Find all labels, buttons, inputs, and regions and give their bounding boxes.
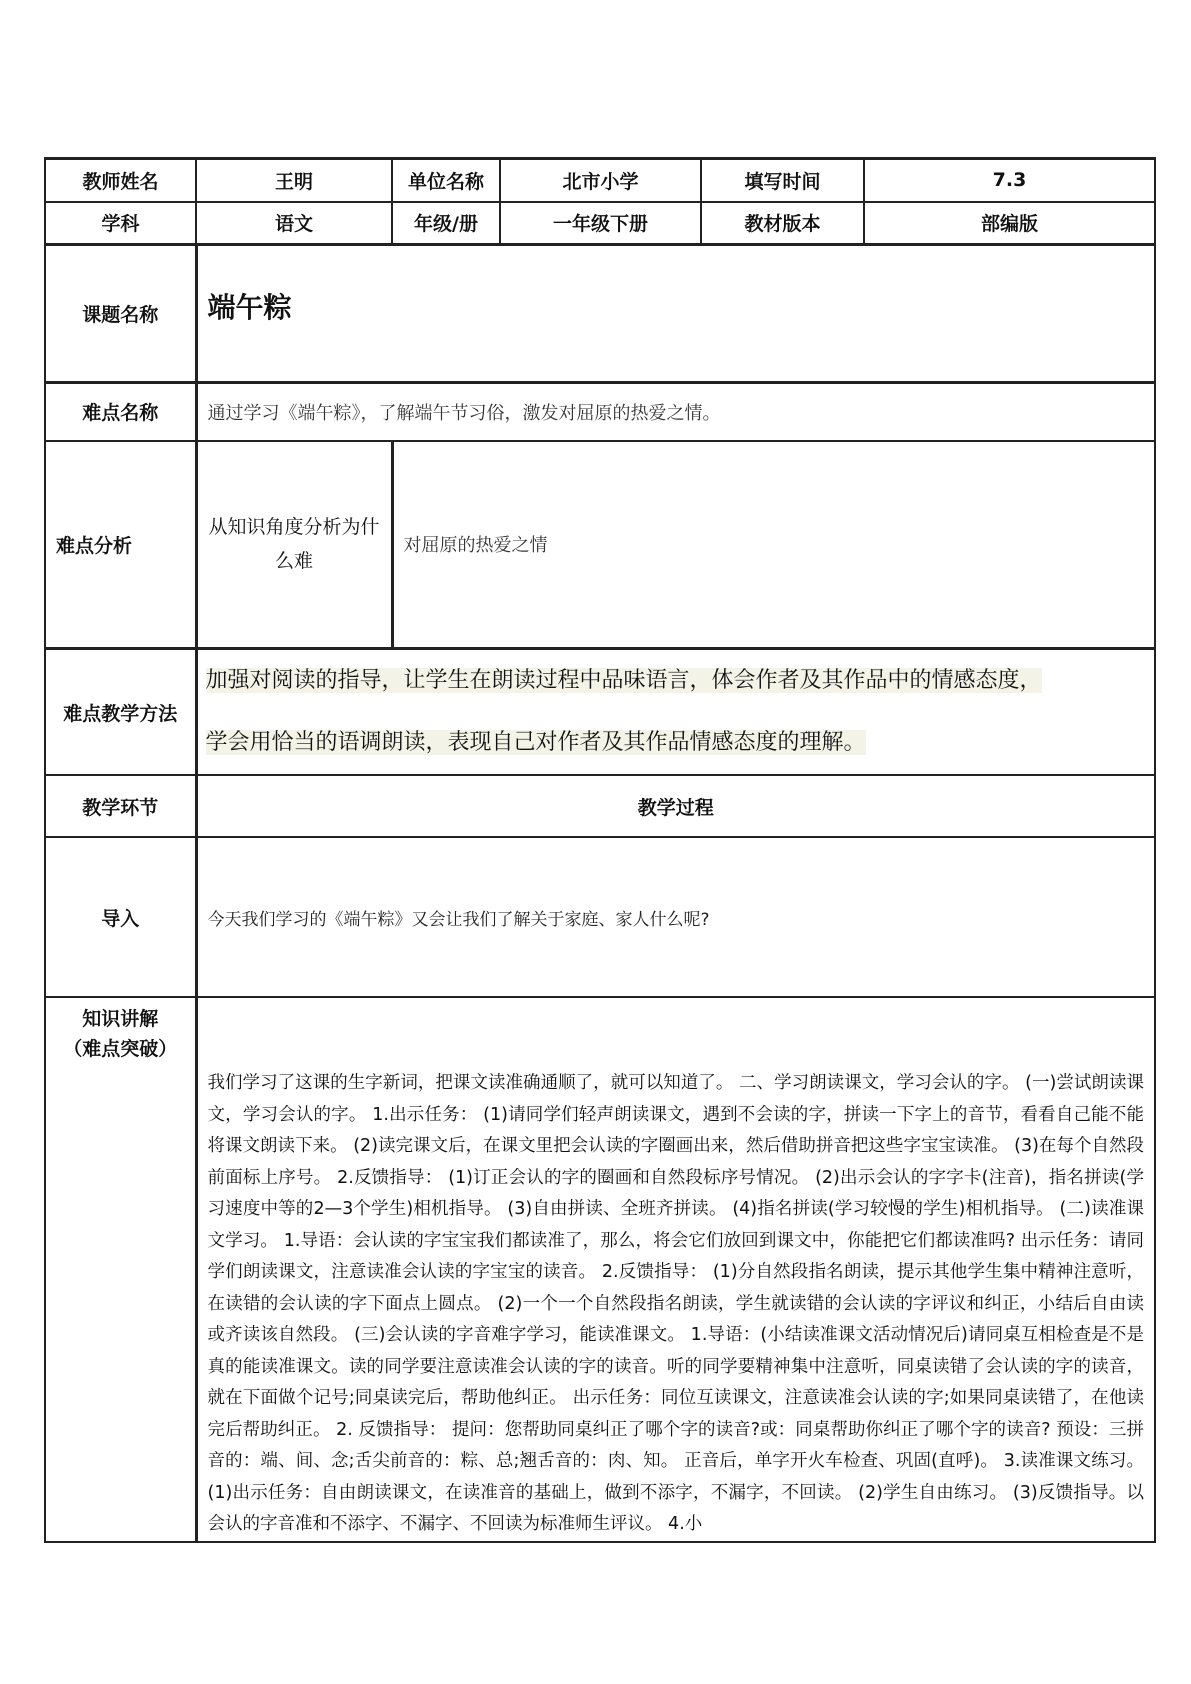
teaching-method-line-2: 学会用恰当的语调朗读，表现自己对作者及其作品情感态度的理解。 bbox=[205, 730, 866, 755]
teaching-method-label: 难点教学方法 bbox=[45, 649, 196, 776]
teacher-value: 王明 bbox=[196, 159, 392, 202]
teacher-label: 教师姓名 bbox=[45, 159, 196, 202]
subject-value: 语文 bbox=[196, 202, 392, 245]
lesson-title-label: 课题名称 bbox=[45, 245, 196, 383]
teaching-process-label: 教学过程 bbox=[196, 775, 1155, 837]
teaching-method-line-1: 加强对阅读的指导，让学生在朗读过程中品味语言，体会作者及其作品中的情感态度， bbox=[205, 668, 1042, 693]
difficulty-name-label: 难点名称 bbox=[45, 383, 196, 441]
difficulty-analysis-label: 难点分析 bbox=[45, 441, 196, 649]
knowledge-row bbox=[45, 997, 1155, 1542]
intro-label: 导入 bbox=[45, 837, 196, 997]
knowledge-label-line-2: （难点突破） bbox=[63, 1038, 178, 1060]
lesson-title-row bbox=[45, 245, 1155, 383]
knowledge-value: 我们学习了这课的生字新词，把课文读准确通顺了，就可以知道了。 二、学习朗读课文，学习会认的字。 (一)尝试朗读课文，学习会认的字。 1.出示任务： (1)请同学们轻声朗读课文，遇到不会读的字，拼读一下字上的音节，看看自己能不能将课文朗读下来。 (2)读完课文后，在课文里把会认读的字圈画出来，然后借助拼音把这些字宝宝读准。 (3)在每个自然段前面标上序号。 2.反馈指导： (1)订正会认的字的圈画和自然段标序号情况。 (2)出示会认的字字卡(注音)，指名拼读(学习速度中等的2—3个学生)相机指导。 (3)自由拼读、全班齐拼读。 (4)指名拼读(学习较慢的学生)相机指导。 (二)读准课文学习。 1.导语：会认读的字宝宝我们都读准了，那么，将会它们放回到课文中，你能把它们都读准吗? 出示任务：请同学们朗读课文，注意读准会认读的字宝宝的读音。 2.反馈指导： (1)分自然段指名朗读，提示其他学生集中精神注意听，在读错的会认读的字下面点上圆点。 (2)一个一个自然段指名朗读，学生就读错的会认读的字评议和纠正，小结后自由读或齐读该自然段。 (三)会认读的字音难字学习，能读准课文。 1.导语：(小结读准课文活动情况后)请同桌互相检查是不是真的能读准课文。读的同学要注意读准会认读的字的读音。听的同学要精神集中注意听，同桌读错了会认读的字的读音，就在下面做个记号;同桌读完后，帮助他纠正。 出示任务：同位互读课文，注意读准会认读的字;如果同桌读错了，在他读完后帮助纠正。 2. 反馈指导： 提问：您帮助同桌纠正了哪个字的读音?或：同桌帮助你纠正了哪个字的读音? 预设：三拼音的：端、间、念;舌尖前音的：粽、总;翘舌音的：肉、知。 正音后，单字开火车检查、巩固(直呼)。 3.读准课文练习。 (1)出示任务：自由朗读课文，在读准音的基础上，做到不添字，不漏字，不回读。 (2)学生自由练习。 (3)反馈指导。以会认的字音准和不添字、不漏字、不回读为标准师生评议。 4.小 bbox=[196, 997, 1155, 1542]
difficulty-name-value: 通过学习《端午粽》，了解端午节习俗，激发对屈原的热爱之情。 bbox=[196, 383, 1155, 441]
header-row-2 bbox=[45, 202, 1155, 245]
lesson-title-value: 端午粽 bbox=[196, 245, 1155, 383]
difficulty-analysis-sublabel: 从知识角度分析为什么难 bbox=[196, 441, 392, 649]
intro-value: 今天我们学习的《端午粽》又会让我们了解关于家庭、家人什么呢? bbox=[196, 837, 1155, 997]
fill-time-value: 7.3 bbox=[864, 159, 1155, 202]
teaching-method-row bbox=[45, 649, 1155, 776]
fill-time-label: 填写时间 bbox=[701, 159, 864, 202]
difficulty-analysis-row bbox=[45, 441, 1155, 649]
unit-value: 北市小学 bbox=[500, 159, 701, 202]
subject-label: 学科 bbox=[45, 202, 196, 245]
intro-row bbox=[45, 837, 1155, 997]
header-row-1 bbox=[45, 159, 1155, 202]
knowledge-label-line-1: 知识讲解 bbox=[82, 1008, 159, 1030]
difficulty-name-row bbox=[45, 383, 1155, 441]
unit-label: 单位名称 bbox=[392, 159, 500, 202]
difficulty-analysis-value: 对屈原的热爱之情 bbox=[392, 441, 1155, 649]
textbook-value: 部编版 bbox=[864, 202, 1155, 245]
process-header-row bbox=[45, 775, 1155, 837]
teaching-step-label: 教学环节 bbox=[45, 775, 196, 837]
textbook-label: 教材版本 bbox=[701, 202, 864, 245]
grade-label: 年级/册 bbox=[392, 202, 500, 245]
lesson-plan-form bbox=[44, 157, 1154, 1543]
knowledge-label bbox=[45, 997, 196, 1542]
grade-value: 一年级下册 bbox=[500, 202, 701, 245]
lesson-plan-table bbox=[44, 157, 1156, 1543]
teaching-method-value bbox=[196, 649, 1155, 776]
